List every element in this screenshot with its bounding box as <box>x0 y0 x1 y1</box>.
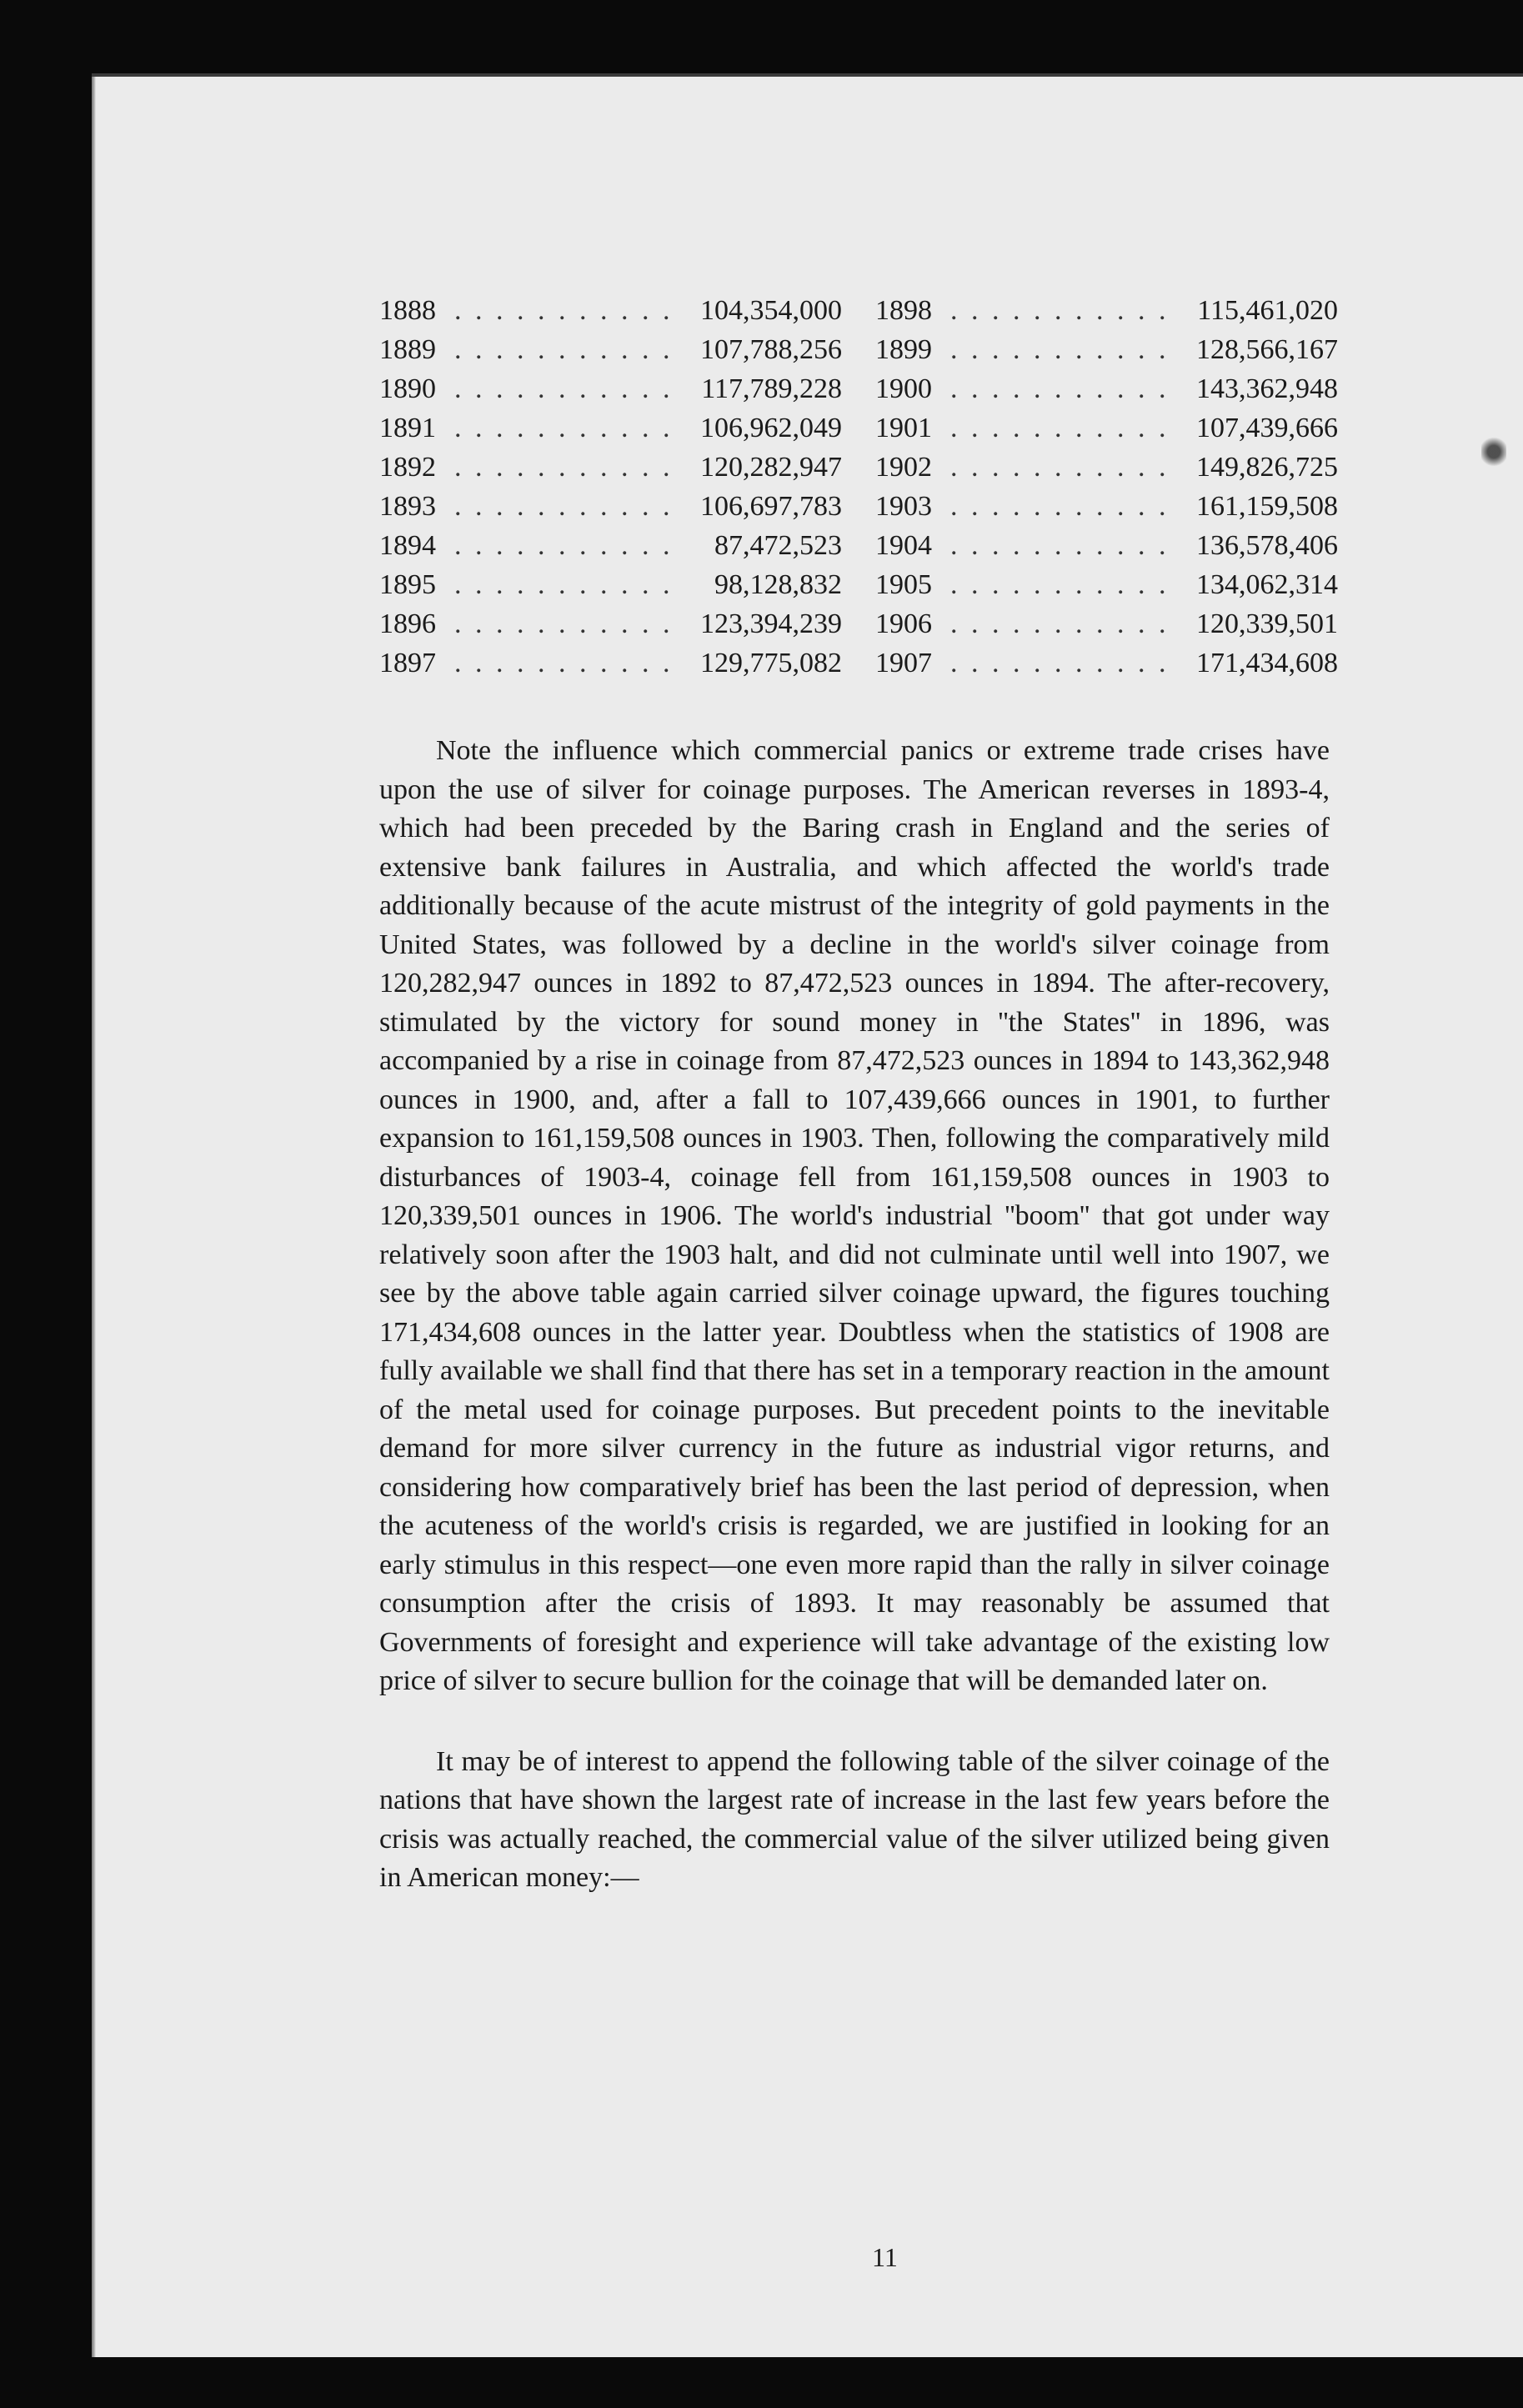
year-cell: 1907 <box>875 648 932 678</box>
ounces-cell: 106,962,049 <box>700 413 842 443</box>
ounces-cell: 128,566,167 <box>1196 334 1338 365</box>
year-cell: 1894 <box>379 530 436 561</box>
ounces-cell: 143,362,948 <box>1196 373 1338 404</box>
ounces-cell: 161,159,508 <box>1196 491 1338 522</box>
table-row <box>875 295 1338 334</box>
table-column-right <box>875 295 1338 687</box>
dot-leader <box>950 569 1175 601</box>
dot-leader <box>454 569 679 601</box>
year-cell: 1891 <box>379 413 436 443</box>
dot-leader <box>454 373 679 405</box>
table-row <box>875 334 1338 373</box>
ounces-cell: 115,461,020 <box>1197 295 1338 326</box>
year-cell: 1906 <box>875 608 932 639</box>
table-row <box>875 569 1338 608</box>
ounces-cell: 98,128,832 <box>714 569 842 600</box>
table-row <box>379 648 842 687</box>
year-cell: 1899 <box>875 334 932 365</box>
dot-leader <box>950 373 1175 405</box>
table-row <box>379 295 842 334</box>
dot-leader <box>950 334 1175 366</box>
dot-leader <box>454 648 679 679</box>
document-page <box>92 73 1523 2357</box>
dot-leader <box>950 295 1175 327</box>
dot-leader <box>454 452 679 483</box>
ounces-cell: 106,697,783 <box>700 491 842 522</box>
scan-smudge <box>1481 435 1506 468</box>
table-row <box>875 413 1338 452</box>
ounces-cell: 117,789,228 <box>701 373 842 404</box>
table-row <box>379 608 842 648</box>
dot-leader <box>454 334 679 366</box>
dot-leader <box>454 491 679 523</box>
year-cell: 1898 <box>875 295 932 326</box>
year-cell: 1893 <box>379 491 436 522</box>
table-row <box>875 530 1338 569</box>
year-cell: 1896 <box>379 608 436 639</box>
table-row <box>875 373 1338 413</box>
ounces-cell: 134,062,314 <box>1196 569 1338 600</box>
page-content <box>296 295 1359 1898</box>
table-row <box>875 648 1338 687</box>
table-row <box>379 373 842 413</box>
ounces-cell: 120,339,501 <box>1196 608 1338 639</box>
table-row <box>379 334 842 373</box>
ounces-cell: 171,434,608 <box>1196 648 1338 678</box>
dot-leader <box>454 413 679 444</box>
table-row <box>379 530 842 569</box>
year-cell: 1888 <box>379 295 436 326</box>
table-row <box>379 491 842 530</box>
table-row <box>875 608 1338 648</box>
table-row <box>379 569 842 608</box>
silver-coinage-table <box>379 295 1359 687</box>
year-cell: 1904 <box>875 530 932 561</box>
table-row <box>379 413 842 452</box>
ounces-cell: 107,439,666 <box>1196 413 1338 443</box>
body-paragraph: It may be of interest to append the following table of the silver coinage of the nations that have shown the largest rate of increase in the last few years before the crisis was actually reached, the commercial value of the silver utilized being given in American money:— <box>379 1745 1330 1893</box>
dot-leader <box>950 648 1175 679</box>
dot-leader <box>950 491 1175 523</box>
year-cell: 1905 <box>875 569 932 600</box>
year-cell: 1897 <box>379 648 436 678</box>
year-cell: 1903 <box>875 491 932 522</box>
ounces-cell: 104,354,000 <box>700 295 842 326</box>
table-column-left <box>379 295 842 687</box>
dot-leader <box>950 413 1175 444</box>
body-paragraph: Note the influence which commercial panics or extreme trade crises have upon the use of silver for coinage purposes. The American reverses in 1893-4, which had been preceded by the Baring crash in England and the series of extensive bank failures in Australia, and which affected the world's trade additionally because of the acute mistrust of the integrity of gold payments in the United States, was followed by a decline in the world's silver coinage from 120,282,947 ounces in 1892 to 87,472,523 ounces in 1894. The after-recovery, stimulated by the victory for sound money in ''the States'' in 1896, was accompanied by a rise in coinage from 87,472,523 ounces in 1894 to 143,362,948 ounces in 1900, and, after a fall to 107,439,666 ounces in 1901, to further expansion to 161,159,508 ounces in 1903. Then, following the comparatively mild disturbances of 1903-4, coinage fell from 161,159,508 ounces in 1903 to 120,339,501 ounces in 1906. The world's industrial ''boom'' that got under way relatively soon after the 1903 halt, and did not culminate until well into 1907, we see by the above table again carried silver coinage upward, the figures touching 171,434,608 ounces in the latter year. Doubtless when the statistics of 1908 are fully available we shall find that there has set in a temporary reaction in the amount of the metal used for coinage purposes. But precedent points to the inevitable demand for more silver currency in the future as industrial vigor returns, and considering how comparatively brief has been the last period of depression, when the acuteness of the world's crisis is regarded, we are justified in looking for an early stimulus in this respect—one even more rapid than the rally in silver coinage consumption after the crisis of 1893. It may reasonably be assumed that Governments of foresight and experience will take advantage of the existing low price of silver to secure bullion for the coinage that will be demanded later on. <box>379 735 1330 1696</box>
page-number: 11 <box>872 2242 898 2272</box>
ounces-cell: 120,282,947 <box>700 452 842 483</box>
year-cell: 1902 <box>875 452 932 483</box>
year-cell: 1890 <box>379 373 436 404</box>
dot-leader <box>950 452 1175 483</box>
year-cell: 1900 <box>875 373 932 404</box>
dot-leader <box>950 608 1175 640</box>
dot-leader <box>454 295 679 327</box>
year-cell: 1892 <box>379 452 436 483</box>
year-cell: 1889 <box>379 334 436 365</box>
year-cell: 1895 <box>379 569 436 600</box>
ounces-cell: 87,472,523 <box>714 530 842 561</box>
dot-leader <box>454 530 679 562</box>
dot-leader <box>950 530 1175 562</box>
ounces-cell: 136,578,406 <box>1196 530 1338 561</box>
dot-leader <box>454 608 679 640</box>
year-cell: 1901 <box>875 413 932 443</box>
table-row <box>379 452 842 491</box>
table-row <box>875 452 1338 491</box>
table-row <box>875 491 1338 530</box>
ounces-cell: 123,394,239 <box>700 608 842 639</box>
ounces-cell: 129,775,082 <box>700 648 842 678</box>
ounces-cell: 107,788,256 <box>700 334 842 365</box>
ounces-cell: 149,826,725 <box>1196 452 1338 483</box>
